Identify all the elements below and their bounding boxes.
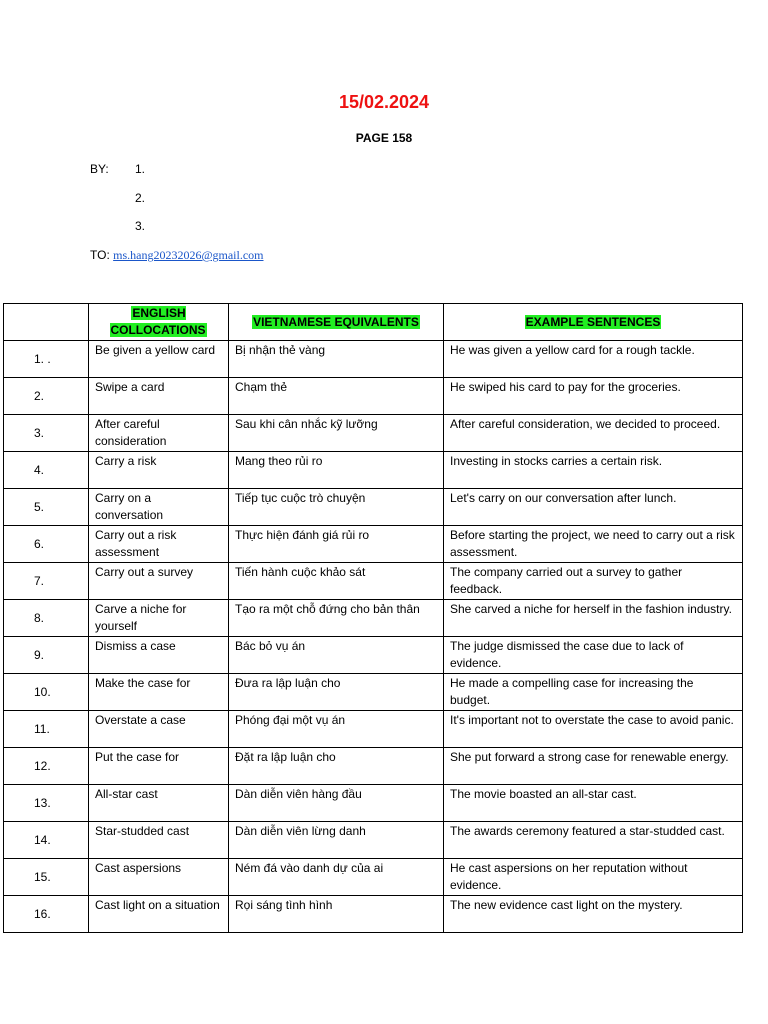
example-sentence: The awards ceremony featured a star-studded cast. [444,822,743,859]
english-collocation: Make the case for [89,674,229,711]
page-label: PAGE 158 [355,131,413,145]
vietnamese-equivalent: Bị nhận thẻ vàng [229,341,444,378]
row-number: 11. [4,711,89,748]
english-collocation: Be given a yellow card [89,341,229,378]
to-email-link[interactable]: ms.hang20232026@gmail.com [113,248,264,262]
by-item-2: 2. [135,191,146,205]
vietnamese-equivalent: Mang theo rủi ro [229,452,444,489]
vietnamese-equivalent: Tiến hành cuộc khảo sát [229,563,444,600]
example-sentence: The movie boasted an all-star cast. [444,785,743,822]
example-sentence: The company carried out a survey to gather feedback. [444,563,743,600]
vietnamese-equivalent: Tiếp tục cuộc trò chuyện [229,489,444,526]
example-sentence: She carved a niche for herself in the fashion industry. [444,600,743,637]
to-label: TO: [90,248,110,262]
vietnamese-equivalent: Đặt ra lập luận cho [229,748,444,785]
example-sentence: Investing in stocks carries a certain risk. [444,452,743,489]
table-row [4,452,743,489]
by-label: BY: [90,162,109,176]
table-row [4,378,743,415]
vietnamese-equivalent: Dàn diễn viên lừng danh [229,822,444,859]
by-item-3: 3. [135,219,146,233]
header-number [4,304,89,341]
row-number: 6. [4,526,89,563]
row-number: 16. [4,896,89,933]
to-line [90,248,264,263]
table-header-row [4,304,743,341]
table-row [4,711,743,748]
row-number: 13. [4,785,89,822]
table-row [4,674,743,711]
english-collocation: Overstate a case [89,711,229,748]
example-sentence: The judge dismissed the case due to lack of evidence. [444,637,743,674]
table-row [4,489,743,526]
row-number: 10. [4,674,89,711]
row-number: 4. [4,452,89,489]
header-vietnamese-equivalents: VIETNAMESE EQUIVALENTS [229,304,444,341]
english-collocation: Cast aspersions [89,859,229,896]
header-example-sentences: EXAMPLE SENTENCES [444,304,743,341]
example-sentence: He cast aspersions on her reputation without evidence. [444,859,743,896]
example-sentence: It's important not to overstate the case to avoid panic. [444,711,743,748]
vietnamese-equivalent: Dàn diễn viên hàng đầu [229,785,444,822]
table-row [4,748,743,785]
english-collocation: Swipe a card [89,378,229,415]
english-collocation: All-star cast [89,785,229,822]
example-sentence: After careful consideration, we decided to proceed. [444,415,743,452]
row-number: 12. [4,748,89,785]
table-row [4,526,743,563]
table-row [4,341,743,378]
table-row [4,896,743,933]
english-collocation: Star-studded cast [89,822,229,859]
vietnamese-equivalent: Ném đá vào danh dự của ai [229,859,444,896]
row-number: 14. [4,822,89,859]
english-collocation: Carry on a conversation [89,489,229,526]
vietnamese-equivalent: Bác bỏ vụ án [229,637,444,674]
row-number: 15. [4,859,89,896]
row-number: 2. [4,378,89,415]
english-collocation: Carry out a risk assessment [89,526,229,563]
row-number: 1. . [4,341,89,378]
english-collocation: Put the case for [89,748,229,785]
example-sentence: Before starting the project, we need to carry out a risk assessment. [444,526,743,563]
vietnamese-equivalent: Thực hiện đánh giá rủi ro [229,526,444,563]
row-number: 5. [4,489,89,526]
collocations-table [3,303,743,933]
row-number: 9. [4,637,89,674]
english-collocation: Cast light on a situation [89,896,229,933]
example-sentence: He swiped his card to pay for the groceries. [444,378,743,415]
english-collocation: Dismiss a case [89,637,229,674]
example-sentence: The new evidence cast light on the mystery. [444,896,743,933]
table-row [4,637,743,674]
table-row [4,563,743,600]
english-collocation: Carry a risk [89,452,229,489]
by-item-1: 1. [135,162,146,176]
english-collocation: Carve a niche for yourself [89,600,229,637]
vietnamese-equivalent: Đưa ra lập luận cho [229,674,444,711]
english-collocation: After careful consideration [89,415,229,452]
example-sentence: She put forward a strong case for renewable energy. [444,748,743,785]
vietnamese-equivalent: Phóng đại một vụ án [229,711,444,748]
vietnamese-equivalent: Tạo ra một chỗ đứng cho bản thân [229,600,444,637]
row-number: 3. [4,415,89,452]
example-sentence: Let's carry on our conversation after lunch. [444,489,743,526]
table-row [4,415,743,452]
row-number: 7. [4,563,89,600]
english-collocation: Carry out a survey [89,563,229,600]
example-sentence: He made a compelling case for increasing the budget. [444,674,743,711]
row-number: 8. [4,600,89,637]
vietnamese-equivalent: Sau khi cân nhắc kỹ lưỡng [229,415,444,452]
date-title: 15/02.2024 [338,92,430,112]
table-row [4,859,743,896]
table-row [4,600,743,637]
header-english-collocations: ENGLISH COLLOCATIONS [89,304,229,341]
vietnamese-equivalent: Rọi sáng tình hình [229,896,444,933]
vietnamese-equivalent: Chạm thẻ [229,378,444,415]
example-sentence: He was given a yellow card for a rough tackle. [444,341,743,378]
table-row [4,785,743,822]
table-row [4,822,743,859]
